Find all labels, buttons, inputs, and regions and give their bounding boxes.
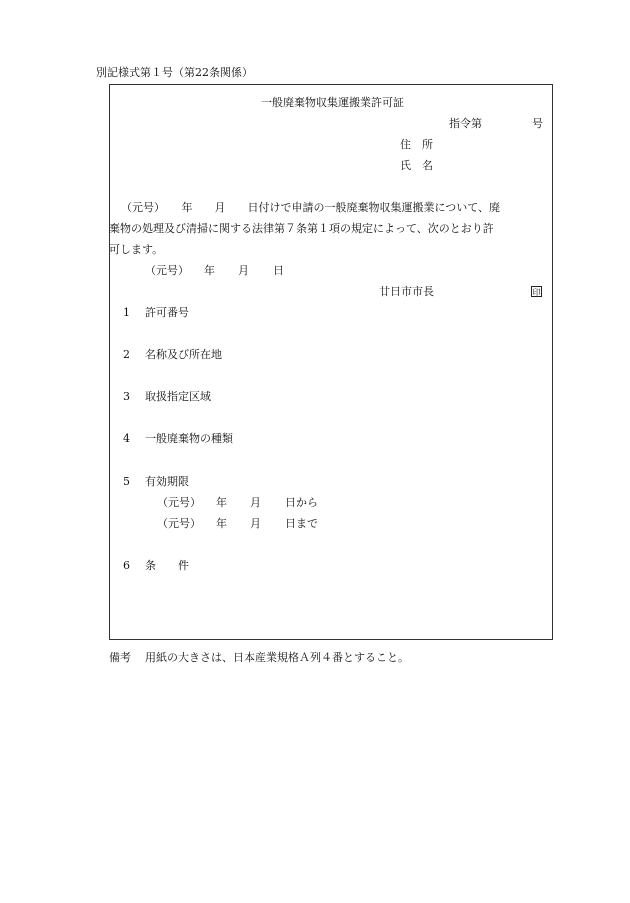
- item-4-label: 一般廃棄物の種類: [145, 432, 233, 445]
- validity-to-era: （元号）: [157, 517, 201, 530]
- validity-from-month: 月: [250, 496, 261, 509]
- validity-to-day: 日まで: [285, 517, 318, 530]
- validity-to-month: 月: [250, 517, 261, 530]
- validity-to-year: 年: [216, 517, 227, 530]
- item-3-label: 取扱指定区域: [145, 390, 211, 403]
- address-label: 住 所: [400, 138, 433, 151]
- permit-form-box: [109, 84, 553, 640]
- note-text: 用紙の大きさは、日本産業規格Ａ列４番とすること。: [145, 651, 409, 664]
- issue-day: 日: [273, 264, 284, 277]
- issue-month: 月: [238, 264, 249, 277]
- item-5-num: 5: [123, 475, 130, 488]
- item-2-num: 2: [123, 348, 130, 361]
- item-3-num: 3: [123, 390, 130, 403]
- validity-from-day: 日から: [285, 496, 318, 509]
- body-line-3: 可します。: [109, 243, 164, 256]
- form-title: 一般廃棄物収集運搬業許可証: [261, 96, 404, 109]
- item-2-label: 名称及び所在地: [145, 348, 222, 361]
- validity-from-year: 年: [216, 496, 227, 509]
- issuer-name: 廿日市市長: [379, 285, 434, 298]
- seal-icon: 印: [532, 288, 541, 297]
- item-1-num: 1: [123, 306, 130, 319]
- issue-era: （元号）: [145, 264, 189, 277]
- name-label: 氏 名: [400, 159, 433, 172]
- validity-from-era: （元号）: [157, 496, 201, 509]
- item-1-label: 許可番号: [145, 306, 189, 319]
- item-6-label: 条 件: [145, 559, 189, 572]
- designation-prefix: 指令第: [449, 117, 482, 130]
- body-line-1: （元号） 年 月 日付けで申請の一般廃棄物収集運搬業について、廃: [121, 201, 501, 214]
- item-4-num: 4: [123, 432, 130, 445]
- seal-mark: [531, 285, 542, 299]
- issue-year: 年: [204, 264, 215, 277]
- body-line-2: 棄物の処理及び清掃に関する法律第７条第１項の規定によって、次のとおり許: [109, 222, 494, 235]
- item-6-num: 6: [123, 559, 130, 572]
- designation-suffix: 号: [532, 117, 543, 130]
- note-label: 備考: [109, 651, 131, 664]
- form-header: 別記様式第１号（第22条関係）: [96, 66, 253, 79]
- item-5-label: 有効期限: [145, 475, 189, 488]
